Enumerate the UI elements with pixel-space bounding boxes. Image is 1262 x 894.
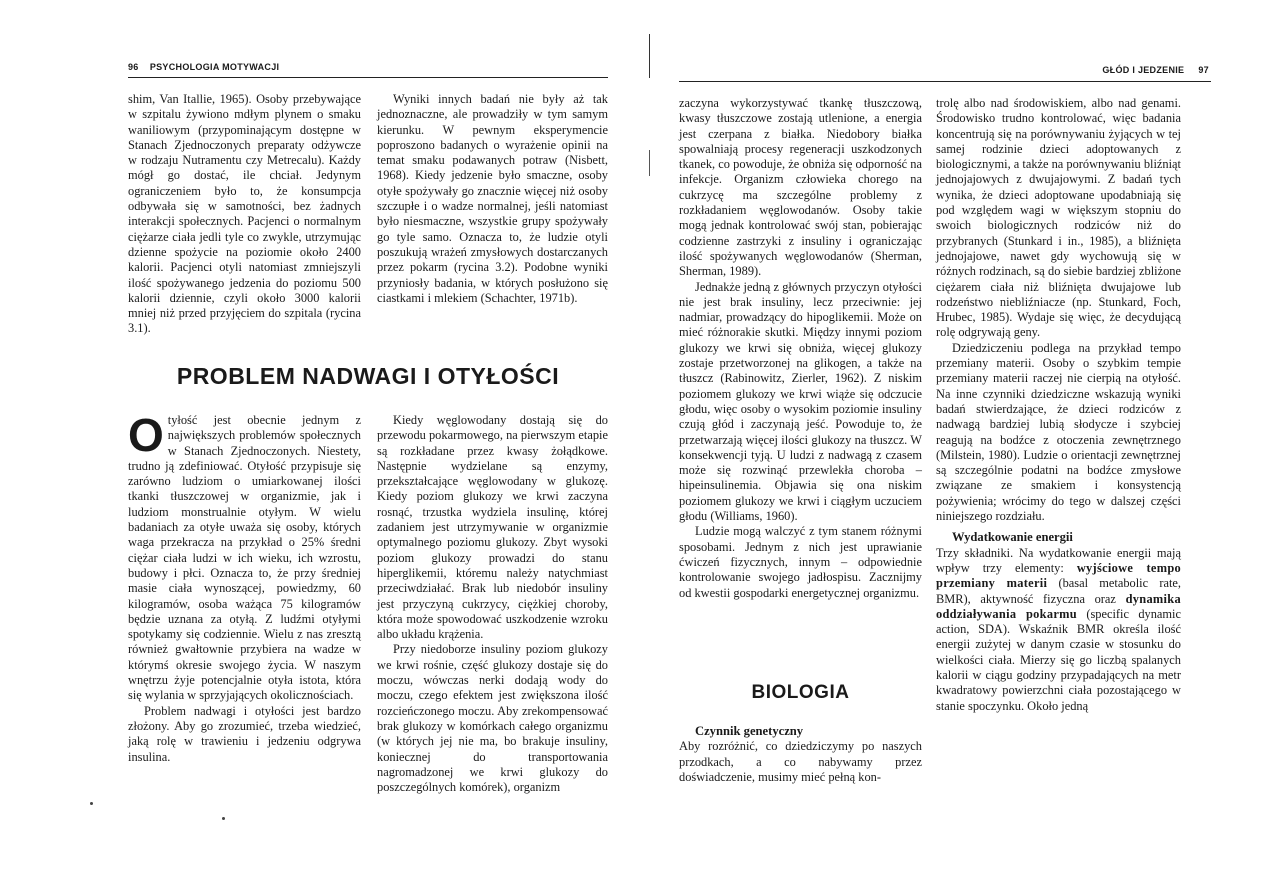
- right-running-head: [1069, 65, 1209, 75]
- key-term: wyjściowe tempo przemiany materii: [936, 560, 1182, 591]
- column-text: [679, 724, 922, 785]
- left-running-head: [128, 62, 279, 72]
- left-page: [0, 0, 630, 894]
- paragraph: Aby rozróżnić, co dziedziczymy po naszych przodkach, a co nabywamy przez doświadczenie, musimy mieć pełną kon-: [679, 739, 922, 784]
- subheading: Wydatkowanie energii: [952, 530, 1073, 545]
- column-text: [377, 92, 608, 306]
- header-rule: [679, 81, 1211, 82]
- page-number: 96: [128, 62, 139, 72]
- column-text: [377, 413, 608, 795]
- paragraph: Otyłość jest obecnie jednym z największych problemów społecznych w Stanach Zjednoczonych. Niestety, trudno ją zdefiniować. Otyłość przypisuje się zarówno ludziom o umiarkowanej ilości tkanki tłuszczowej w organizmie, jak i ludziom monstrualnie otyłym. W wielu badaniach za otyłe uważa się osoby, których waga przekracza na przykład o 25% średni ciężar ciała ludzi w ich wieku, ich wzrostu, budowy i płci. Oznacza to, że przy średniej masie ciała wynoszącej, powiedzmy, 60 kilogramów, osoba ważąca 75 kilogramów będzie uznana za otyłą. Z ludźmi otyłymi spotykamy się codziennie. Wielu z nas zresztą również gwałtownie przybiera na wadze w którymś okresie swojego życia. W naszym wnętrzu żyje potencjalnie otyła istota, która się wylania w sprzyjających okolicznościach.: [128, 409, 361, 703]
- key-term: dynamika oddziaływania pokarmu: [936, 591, 1181, 621]
- section-heading: PROBLEM NADWAGI I OTYŁOŚCI: [176, 363, 560, 389]
- paragraph: zaczyna wykorzystywać tkankę tłuszczową, kwasy tłuszczowe zostają utlenione, a energia jest czerpana z białka. Niedobory białka spowalniają procesy regeneracji uszkodzonych tkanek, co powoduje, że obniża się odporność na infekcje. Organizm człowieka chorego na cukrzycę ma szczególne problemy z rozkładaniem węglowodanów. Osoby takie mogą jednak kontrolować swój stan, pobierając codzienne zastrzyki z insuliny i ograniczając ilość spożywanych węglowodanów (Sherman, Sherman, 1989).: [679, 96, 922, 279]
- section-heading: BIOLOGIA: [751, 682, 850, 703]
- paragraph: Kiedy węglowodany dostają się do przewodu pokarmowego, na pierwszym etapie są rozkładane przez kwasy żołądkowe. Następnie wydzielane są enzymy, przekształcające węglowodany w glukozę. Kiedy poziom glukozy we krwi zaczyna rosnąć, trzustka wydziela insulinę, której zadaniem jest utrzymywanie w organizmie optymalnego poziomu glukozy. Zbyt wysoki poziom glukozy prowadzi do stanu hiperglikemii, któremu należy natychmiast przeciwdziałać. Brak lub niedobór insuliny jest przyczyną cukrzycy, ciężkiej choroby, która może spowodować uszkodzenie wzroku albo układu krążenia.: [377, 413, 608, 642]
- paragraph: Ludzie mogą walczyć z tym stanem różnymi sposobami. Jednym z nich jest uprawianie ćwiczeń fizycznych, innym – odpowiednie kontrolowanie swojego jadłospisu. Zacznijmy od kwestii gospodarki energetycznej organizmu.: [679, 524, 922, 600]
- header-rule: [128, 77, 608, 78]
- running-title: PSYCHOLOGIA MOTYWACJI: [149, 62, 280, 72]
- right-page: [631, 0, 1262, 894]
- column-text: [936, 96, 1181, 714]
- paragraph: Wyniki innych badań nie były aż tak jednoznaczne, ale prowadziły w tym samym kierunku. W pewnym eksperymencie poproszono badanych o wyrażenie opinii na temat smaku podawanych potraw (Nisbett, 1968). Kiedy jedzenie było smaczne, osoby otyłe spożywały go znacznie więcej niż osoby szczupłe i o wadze normalnej, jeśli natomiast było niesmaczne, wszystkie grupy spożywały go tyle samo. Oznacza to, że ludzie otyli poszukują wrażeń zmysłowych dostarczanych przez pokarm (rycina 3.2). Podobne wyniki przyniosły badania, w których posłużono się ciastkami i mlekiem (Schachter, 1971b).: [377, 92, 608, 305]
- subheading: Czynnik genetyczny: [695, 724, 804, 738]
- column-text: [128, 92, 361, 337]
- paragraph: Problem nadwagi i otyłości jest bardzo złożony. Aby go zrozumieć, trzeba wiedzieć, jaką rolę w trawieniu i jedzeniu odgrywa insulina.: [128, 703, 361, 764]
- running-title: GŁÓD I JEDZENIE: [1102, 65, 1185, 75]
- paragraph: Przy niedoborze insuliny poziom glukozy we krwi rośnie, część glukozy dostaje się do moczu, wówczas nerki dodają wody do moczu, czego efektem jest zwiększona ilość rozcieńczonego moczu. Aby zrekompensować brak glukozy w komórkach całego organizmu (w których jej nie ma, bo brakuje insuliny, koniecznej do transportowania nagromadzonej we krwi glukozy do poszczególnych komórek), organizm: [377, 642, 608, 795]
- paragraph: shim, Van Itallie, 1965). Osoby przebywające w szpitalu żywiono mdłym plynem o smaku waniliowym (przypominającym dostępne w Stanach Zjednoczonych preparaty odżywcze w rodzaju Nutramentu czy Metrecalu). Każdy mógł go dostać, ile chciał. Jedynym ograniczeniem było to, że konsumpcja odbywała się w samotności, bez żadnych interakcji społecznych. Pacjenci o normalnym ciężarze ciała jedli tyle co zwykle, utrzymując dzienne spożycie na poziomie około 2400 kalorii. Pacjenci otyli natomiast zmniejszyli ilość spożywanego jedzenia do poziomu 500 kalorii dziennie, czyli około 3000 kalorii mniej niż przed przyjęciem do szpitala (rycina 3.1).: [128, 92, 361, 336]
- drop-cap: O: [128, 409, 164, 461]
- column-text: [679, 96, 922, 601]
- paragraph: Dziedziczeniu podlega na przykład tempo przemiany materii. Osoby o szybkim tempie przemiany materii raczej nie cierpią na otyłość. Na inne czynniki dziedziczne wskazują wyniki badań stwierdzające, że dzieci rodziców z nadwagą bardziej lubią słodycze i szybciej reagują na bodźce z otoczenia zewnętrznego (Milstein, 1980). Ludzie o orientacji zewnętrznej są szczególnie podatni na bodźce zmysłowe związane ze smakiem i konsystencją pożywienia; wrócimy do tego w dalszej części niniejszego rozdziału.: [936, 340, 1181, 524]
- paragraph: Trzy składniki. Na wydatkowanie energii mają wpływ trzy elementy: wyjściowe tempo przemiany materii (basal metabolic rate, BMR), aktywność fizyczna oraz dynamika oddziaływania pokarmu (specific dynamic action, SDA). Wskaźnik BMR określa ilość energii zużytej w danym czasie w stosunku do wielkości ciała. Mierzy się go liczbą spalanych kalorii w ciągu godziny przypadających na metr kwadratowy powierzchni ciała pozostającego w stanie spoczynku. Około jedną: [936, 545, 1182, 713]
- page-number: 97: [1198, 65, 1209, 75]
- paragraph: trolę albo nad środowiskiem, albo nad genami. Środowisko trudno kontrolować, więc badania koncentrują się na porównywaniu żyjących w tej samej rodzinie dzieci adoptowanych z biologicznymi, a także na porównywaniu bliźniąt jednojajowych z dwujajowymi. Z badań tych wynika, że dzieci adoptowane upodabniają się pod względem wagi w większym stopniu do swoich biologicznych rodziców niż do przybranych (Stunkard i in., 1985), a bliźnięta jednojajowe, nawet gdy wychowują się w różnych rodzinach, są do siebie bardziej zbliżone ciężarem ciała niż bliźnięta dwujajowe lub rodzeństwo niebliźniacze (np. Stunkard, Foch, Hrubec, 1985). Wydaje się więc, że decydującą rolę odgrywają geny.: [936, 96, 1181, 340]
- column-text: [128, 409, 361, 765]
- paragraph: Jednakże jedną z głównych przyczyn otyłości nie jest brak insuliny, lecz przeciwnie: jej nadmiar, prowadzący do hipoglikemii. Może on mieć różnorakie skutki. Między innymi poziom glukozy we krwi się obniża, więcej glukozy zostaje przetworzonej na glikogen, a także na tłuszcz (Rabinowitz, Zierler, 1962). Z niskim poziomem glukozy we krwi wiąże się odczucie głodu, więc osoby o wysokim poziomie insuliny czują głód i zaczynają jeść. Powoduje to, że przetwarzają więcej ilości glukozy na tłuszcz. W konsekwencji tyją. U ludzi z nadwagą z czasem może się rozwinąć przewlekła choroba – hipeinsulinemia. Objawia się ona niskim poziomem glukozy we krwi i ciągłym uczuciem głodu (Williams, 1960).: [679, 279, 922, 524]
